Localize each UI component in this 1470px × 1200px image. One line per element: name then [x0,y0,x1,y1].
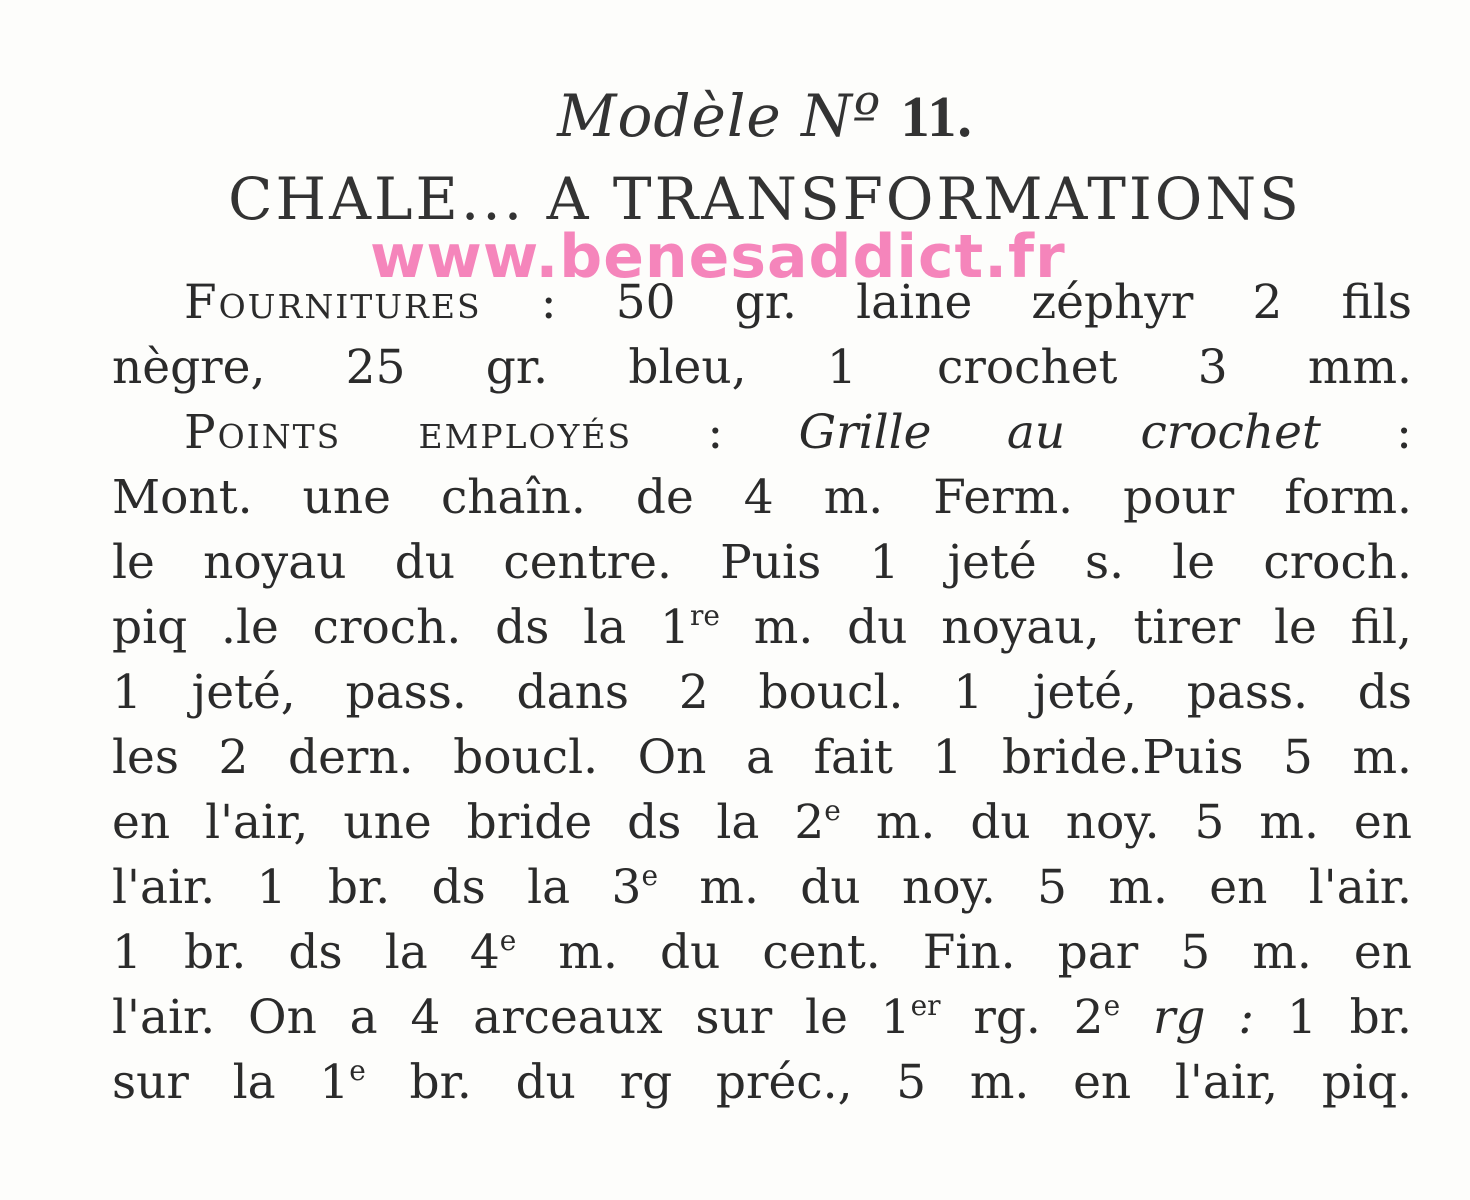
text-run: le noyau du centre. Puis 1 jeté s. le croch. [112,535,1412,590]
text-line [112,660,1412,725]
text-run: nègre, 25 gr. bleu, 1 crochet 3 mm. [112,340,1412,395]
text-line [112,790,1412,855]
text-run: 1 jeté, pass. dans 2 boucl. 1 jeté, pass. ds [112,665,1412,720]
superscript: er [910,989,941,1022]
text-run: 1 br. ds la 4 [112,925,500,980]
superscript: e [1103,989,1121,1022]
text-run: Grille au crochet [798,405,1321,460]
superscript: re [689,599,720,632]
superscript: e [824,794,841,827]
text-line [112,400,1412,465]
text-line [112,595,1412,660]
text-line [112,985,1412,1050]
text-line [112,335,1412,400]
watermark: www.benesaddict.fr [370,222,1066,292]
text-line [112,465,1412,530]
instructions-text [112,270,1412,1115]
text-run: 1 br. [1254,990,1412,1045]
text-run: rg. 2 [940,990,1104,1045]
text-line [112,1050,1412,1115]
page-title [0,82,1470,150]
text-run: sur la 1 [112,1055,350,1110]
text-run: les 2 dern. boucl. On a fait 1 bride.Puis 5 m. [112,730,1412,785]
text-run: m. du noy. 5 m. en l'air. [658,860,1412,915]
text-line [112,725,1412,790]
text-run: l'air. 1 br. ds la 3 [112,860,642,915]
text-line [112,530,1412,595]
text-run: piq .le croch. ds la 1 [112,600,690,655]
title-prefix: Modèle Nº [557,82,882,150]
superscript: e [349,1054,366,1087]
text-line [112,920,1412,985]
text-line [112,855,1412,920]
text-run [1120,990,1153,1045]
title-number: 11. [900,84,973,149]
text-run: rg : [1152,990,1255,1045]
text-run: l'air. On a 4 arceaux sur le 1 [112,990,911,1045]
text-run: : [632,405,799,460]
text-run: Points employés [184,405,633,460]
text-run: Fournitures [184,275,482,330]
text-run: : 50 gr. laine zéphyr 2 fils [481,275,1412,330]
text-run: m. du cent. Fin. par 5 m. en [516,925,1412,980]
text-run: : [1320,405,1412,460]
page-subtitle: CHALE... A TRANSFORMATIONS [228,165,1302,233]
text-run: m. du noy. 5 m. en [840,795,1412,850]
text-run: m. du noyau, tirer le fil, [719,600,1412,655]
text-run: en l'air, une bride ds la 2 [112,795,825,850]
superscript: e [641,859,659,892]
text-run: Mont. une chaîn. de 4 m. Ferm. pour form. [112,470,1412,525]
text-run: br. du rg préc., 5 m. en l'air, piq. [365,1055,1412,1110]
superscript: e [499,924,517,957]
